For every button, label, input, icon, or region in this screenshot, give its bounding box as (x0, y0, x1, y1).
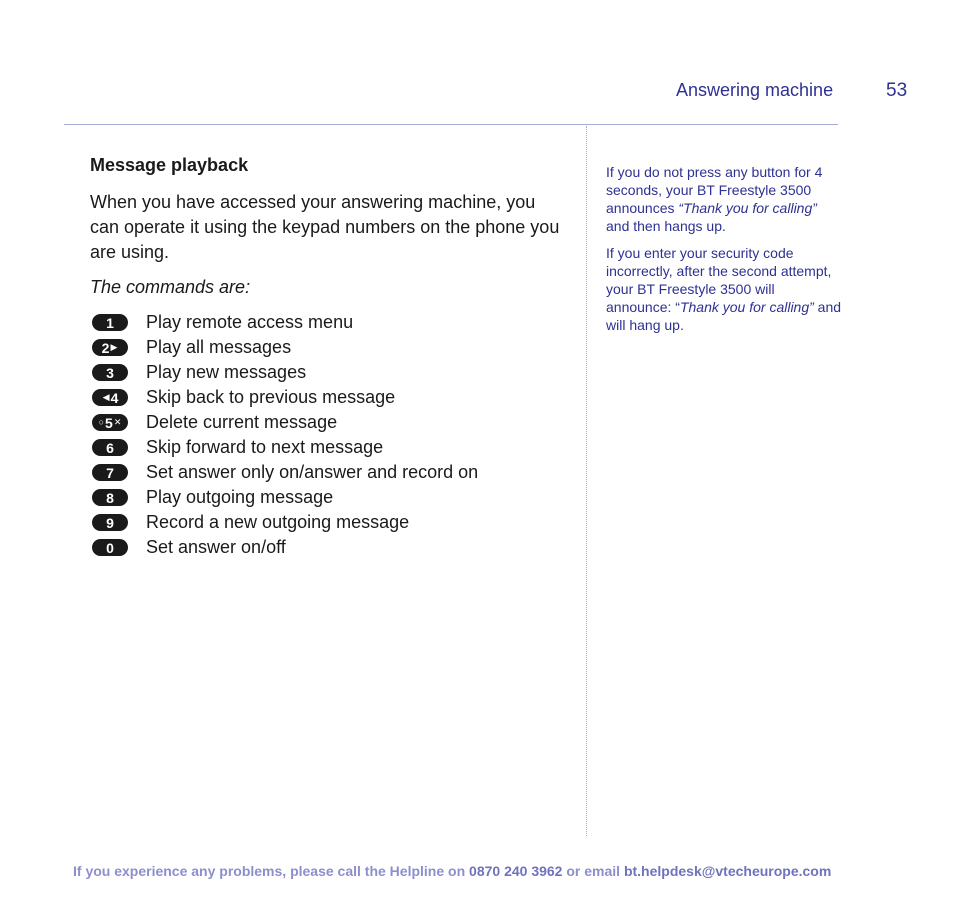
command-label: Play all messages (146, 337, 292, 357)
commands-intro: The commands are: (90, 277, 251, 297)
command-item (90, 335, 560, 360)
circle-icon: ○ (98, 417, 105, 427)
command-item (90, 385, 560, 410)
command-item (90, 360, 560, 385)
helpline-footer: If you experience any problems, please call the Helpline on 0870 240 3962 or email bt.helpdesk@vtecheurope.com (73, 863, 832, 879)
key-8-icon: 8 (92, 489, 128, 506)
command-item (90, 510, 560, 535)
column-divider (586, 126, 587, 836)
command-label: Play outgoing message (146, 487, 334, 507)
command-item (90, 410, 560, 435)
command-item (90, 435, 560, 460)
key-1-icon: 1 (92, 314, 128, 331)
command-item (90, 460, 560, 485)
command-label: Play remote access menu (146, 312, 354, 332)
section-heading: Message playback (90, 155, 249, 175)
command-label: Record a new outgoing message (146, 512, 410, 532)
key-6-icon: 6 (92, 439, 128, 456)
command-list (90, 310, 560, 560)
key-2-play-icon: 2 ▶ (92, 339, 128, 356)
command-label: Skip back to previous message (146, 387, 396, 407)
page-number: 53 (886, 80, 908, 101)
sidebar-note-timeout: If you do not press any button for 4 seconds, your BT Freestyle 3500 announces “Thank you for calling” and then hangs up. (606, 164, 823, 234)
command-label: Skip forward to next message (146, 437, 384, 457)
key-9-icon: 9 (92, 514, 128, 531)
play-icon: ▶ (110, 342, 118, 352)
helpdesk-email: bt.helpdesk@vtecheurope.com (623, 863, 832, 879)
key-4-skip-back-icon: ◀ 4 (92, 389, 128, 406)
command-item (90, 535, 560, 560)
key-3-icon: 3 (92, 364, 128, 381)
command-label: Set answer on/off (146, 537, 286, 557)
command-item (90, 310, 560, 335)
header-divider (64, 124, 838, 125)
command-item (90, 485, 560, 510)
key-5-delete-icon: ○ 5 ✕ (92, 414, 128, 431)
key-0-icon: 0 (92, 539, 128, 556)
section-title: Answering machine (676, 80, 834, 100)
command-label: Play new messages (146, 362, 307, 382)
delete-icon: ✕ (113, 417, 122, 427)
key-7-icon: 7 (92, 464, 128, 481)
sidebar-note-security: If you enter your security code incorrectly, after the second attempt, your BT Freestyle 3500 will announce: “Thank you for calling” and will hang up. (606, 245, 842, 333)
skip-back-icon: ◀ (102, 392, 110, 402)
helpline-phone: 0870 240 3962 (469, 863, 563, 879)
intro-paragraph: When you have accessed your answering machine, you can operate it using the keypad numbers on the phone you are using. (90, 192, 560, 262)
main-content (90, 155, 560, 560)
command-label: Delete current message (146, 412, 338, 432)
sidebar-notes (606, 163, 842, 343)
command-label: Set answer only on/answer and record on (146, 462, 479, 482)
